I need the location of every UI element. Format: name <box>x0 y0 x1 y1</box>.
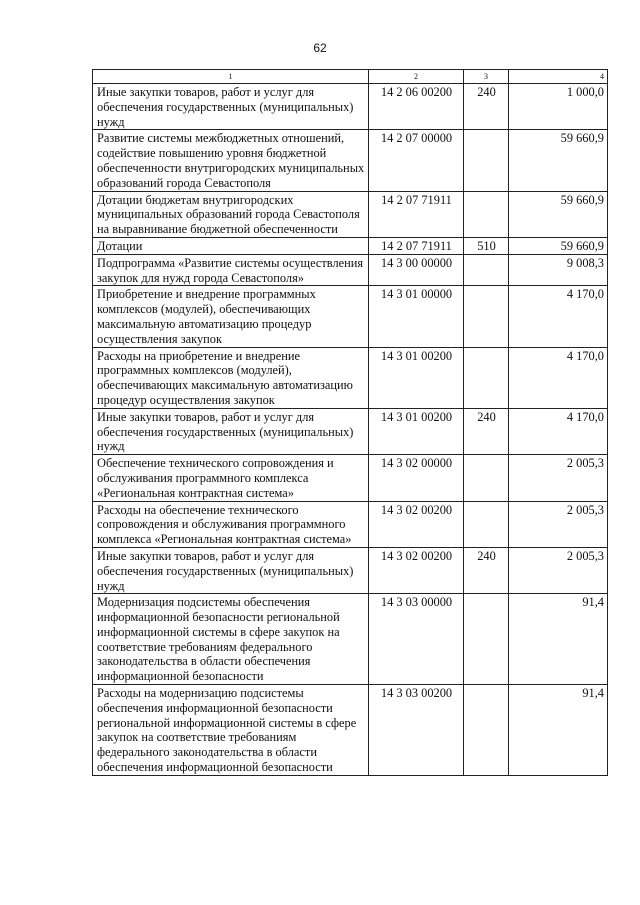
column-header-code: 2 <box>369 70 464 84</box>
row-name: Расходы на модернизацию подсистемы обеспечения информационной безопасности региональной информационной системы в сфере закупок на соответствие требованиям федерального законодательства в области обеспечения информационной безопасности <box>93 685 369 776</box>
row-code: 14 3 03 00000 <box>369 594 464 685</box>
row-name: Дотации <box>93 237 369 254</box>
row-name: Развитие системы межбюджетных отношений, содействие повышению уровня бюджетной обеспеченности внутригородских муниципальных образований города Севастополя <box>93 130 369 191</box>
table-row <box>93 408 608 454</box>
table-row <box>93 685 608 776</box>
table-row <box>93 254 608 286</box>
row-name: Приобретение и внедрение программных комплексов (модулей), обеспечивающих максимальную автоматизацию процедур осуществления закупок <box>93 286 369 347</box>
row-code: 14 3 00 00000 <box>369 254 464 286</box>
table-row <box>93 286 608 347</box>
column-header-amount: 4 <box>509 70 608 84</box>
row-code: 14 2 06 00200 <box>369 84 464 130</box>
row-amount: 59 660,9 <box>509 130 608 191</box>
row-amount: 1 000,0 <box>509 84 608 130</box>
budget-table <box>92 69 608 776</box>
row-amount: 2 005,3 <box>509 455 608 501</box>
row-name: Иные закупки товаров, работ и услуг для обеспечения государственных (муниципальных) нужд <box>93 547 369 593</box>
row-expense-type <box>464 685 509 776</box>
row-name: Иные закупки товаров, работ и услуг для обеспечения государственных (муниципальных) нужд <box>93 84 369 130</box>
row-code: 14 3 02 00200 <box>369 501 464 547</box>
row-code: 14 3 02 00000 <box>369 455 464 501</box>
column-header-expense-type: 3 <box>464 70 509 84</box>
page-number: 62 <box>313 41 327 55</box>
row-expense-type <box>464 347 509 408</box>
row-amount: 2 005,3 <box>509 547 608 593</box>
row-expense-type <box>464 191 509 237</box>
row-amount: 2 005,3 <box>509 501 608 547</box>
row-code: 14 3 03 00200 <box>369 685 464 776</box>
row-name: Иные закупки товаров, работ и услуг для обеспечения государственных (муниципальных) нужд <box>93 408 369 454</box>
row-name: Дотации бюджетам внутригородских муниципальных образований города Севастополя на выравнивание бюджетной обеспеченности <box>93 191 369 237</box>
row-amount: 59 660,9 <box>509 237 608 254</box>
row-code: 14 3 02 00200 <box>369 547 464 593</box>
row-expense-type <box>464 501 509 547</box>
row-amount: 91,4 <box>509 594 608 685</box>
row-expense-type <box>464 594 509 685</box>
row-expense-type: 510 <box>464 237 509 254</box>
row-expense-type: 240 <box>464 547 509 593</box>
row-code: 14 2 07 00000 <box>369 130 464 191</box>
row-code: 14 2 07 71911 <box>369 191 464 237</box>
table-row <box>93 84 608 130</box>
row-amount: 9 008,3 <box>509 254 608 286</box>
table-row <box>93 237 608 254</box>
table-body <box>93 84 608 776</box>
row-expense-type: 240 <box>464 408 509 454</box>
table-row <box>93 347 608 408</box>
row-name: Расходы на приобретение и внедрение программных комплексов (модулей), обеспечивающих максимальную автоматизацию процедур осуществления закупок <box>93 347 369 408</box>
row-code: 14 3 01 00000 <box>369 286 464 347</box>
table-row <box>93 547 608 593</box>
row-amount: 4 170,0 <box>509 408 608 454</box>
row-name: Подпрограмма «Развитие системы осуществления закупок для нужд города Севастополя» <box>93 254 369 286</box>
table-row <box>93 130 608 191</box>
table-row <box>93 501 608 547</box>
table-row <box>93 191 608 237</box>
row-amount: 59 660,9 <box>509 191 608 237</box>
table-row <box>93 455 608 501</box>
table-header-row <box>93 70 608 84</box>
row-expense-type <box>464 455 509 501</box>
column-header-name: 1 <box>93 70 369 84</box>
row-amount: 91,4 <box>509 685 608 776</box>
row-name: Обеспечение технического сопровождения и обслуживания программного комплекса «Региональная контрактная система» <box>93 455 369 501</box>
row-name: Модернизация подсистемы обеспечения информационной безопасности региональной информационной системы в сфере закупок на соответствие требованиям федерального законодательства в области обеспечения информационной безопасности <box>93 594 369 685</box>
row-code: 14 3 01 00200 <box>369 347 464 408</box>
row-expense-type <box>464 286 509 347</box>
row-expense-type: 240 <box>464 84 509 130</box>
row-name: Расходы на обеспечение технического сопровождения и обслуживания программного комплекса «Региональная контрактная система» <box>93 501 369 547</box>
table-row <box>93 594 608 685</box>
row-expense-type <box>464 254 509 286</box>
row-amount: 4 170,0 <box>509 347 608 408</box>
row-amount: 4 170,0 <box>509 286 608 347</box>
row-expense-type <box>464 130 509 191</box>
row-code: 14 2 07 71911 <box>369 237 464 254</box>
row-code: 14 3 01 00200 <box>369 408 464 454</box>
